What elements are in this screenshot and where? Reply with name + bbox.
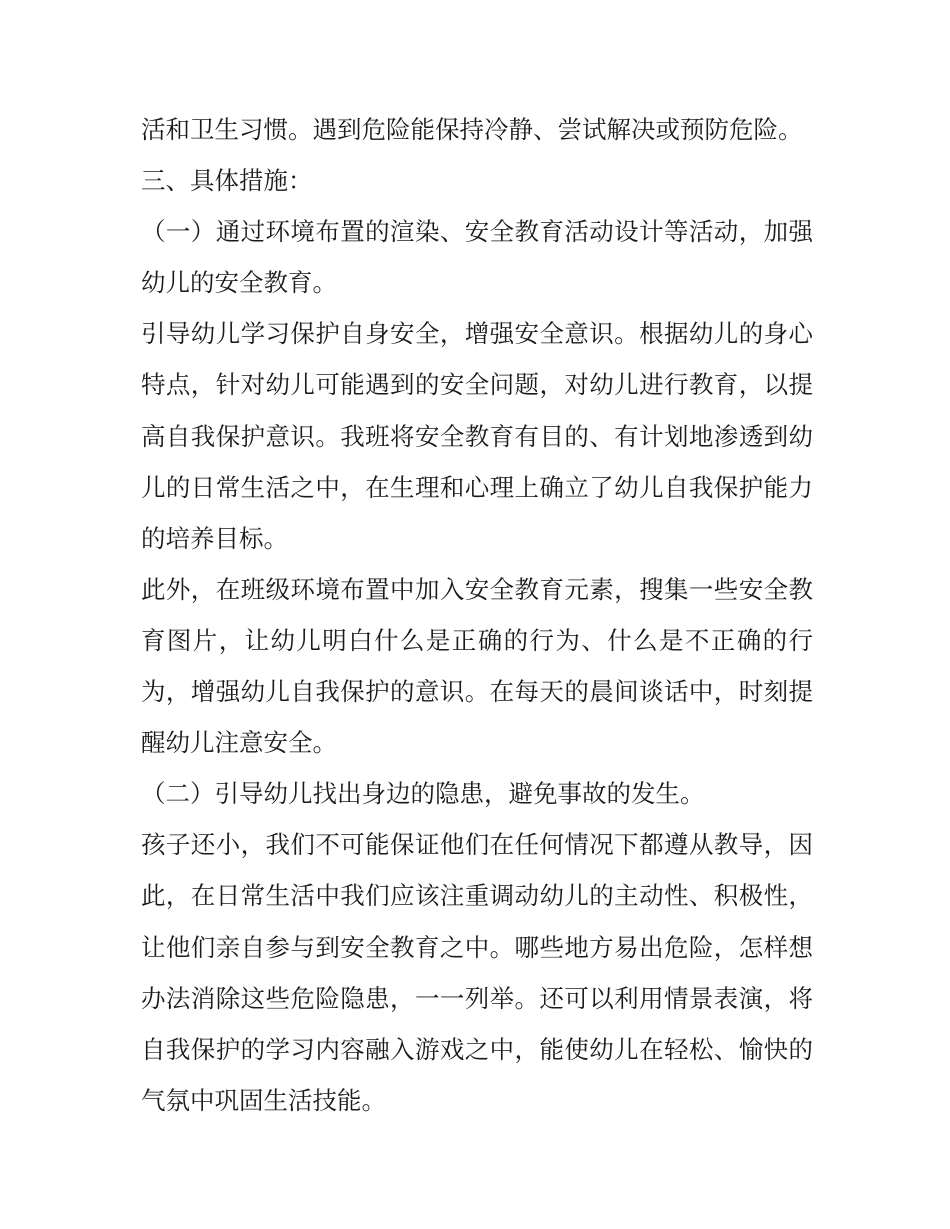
paragraph-hazards: 孩子还小，我们不可能保证他们在任何情况下都遵从教导，因此，在日常生活中我们应该注重调动幼儿的主动性、积极性，让他们亲自参与到安全教育之中。哪些地方易出危险，怎样想办法消除这些危险隐患，一一列举。还可以利用情景表演，将自我保护的学习内容融入游戏之中，能使幼儿在轻松、愉快的气氛中巩固生活技能。 (141, 830, 813, 1115)
subheading-one: （一）通过环境布置的渲染、安全教育活动设计等活动，加强幼儿的安全教育。 (141, 217, 813, 298)
subheading-two: （二）引导幼儿找出身边的隐患，避免事故的发生。 (141, 779, 705, 809)
paragraph-guide-safety: 引导幼儿学习保护自身安全，增强安全意识。根据幼儿的身心特点，针对幼儿可能遇到的安全问题，对幼儿进行教育，以提高自我保护意识。我班将安全教育有目的、有计划地渗透到幼儿的日常生活之中，在生理和心理上确立了幼儿自我保护能力的培养目标。 (141, 319, 813, 553)
section-heading-measures: 三、具体措施： (141, 166, 313, 196)
paragraph-environment: 此外，在班级环境布置中加入安全教育元素，搜集一些安全教育图片，让幼儿明白什么是正确的行为、什么是不正确的行为，增强幼儿自我保护的意识。在每天的晨间谈话中，时刻提醒幼儿注意安全。 (141, 574, 813, 758)
document-body (141, 104, 813, 1126)
paragraph-continuation: 活和卫生习惯。遇到危险能保持冷静、尝试解决或预防危险。 (141, 115, 803, 144)
